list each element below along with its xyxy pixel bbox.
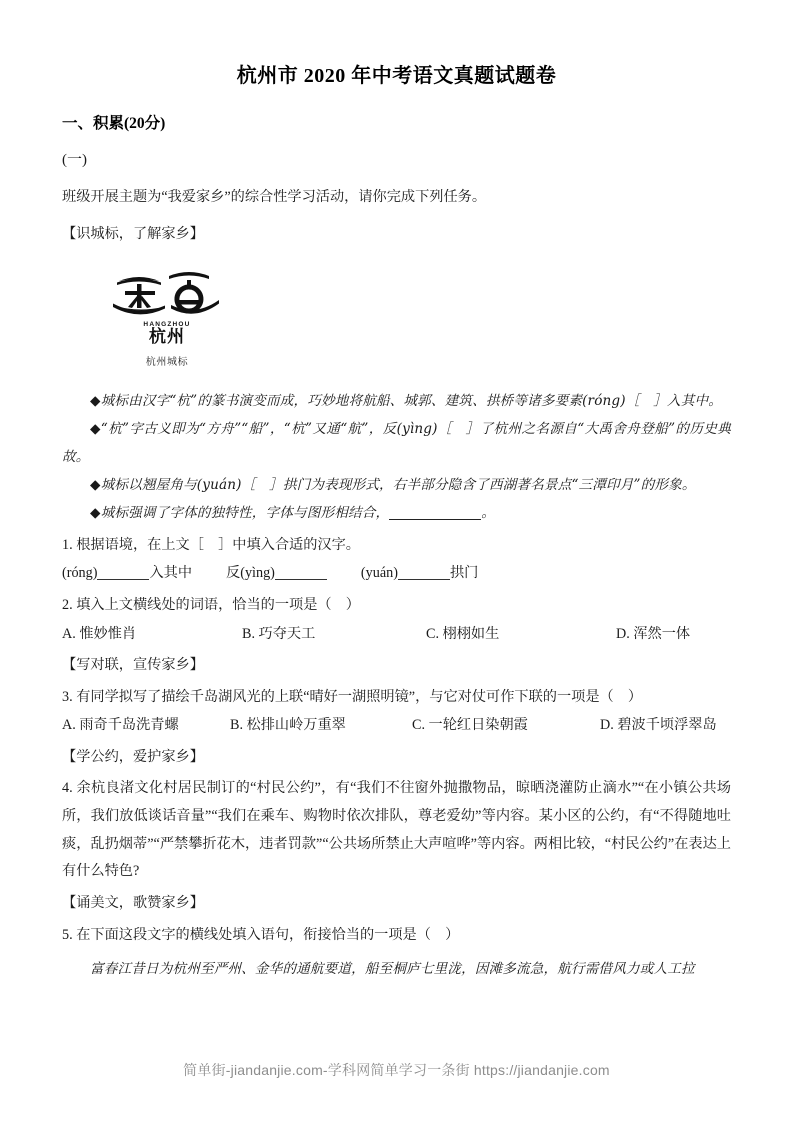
option-d[interactable]: D. 浑然一体 (616, 625, 691, 642)
logo-pinyin-text: HANGZHOU (143, 320, 191, 328)
logo-city-name: 杭州 (149, 326, 185, 346)
question-4: 4. 余杭良渚文化村居民制订的“村民公约”，有“我们不往窗外抛撒物品，晾晒浇灌防止滴水”“在小镇公共场所，我们放低谈话音量”“我们在乘车、购物时依次排队，尊老爱幼”等内容。某小区的公约，有“不得随地吐痰，乱扔烟蒂”“严禁攀折花木，违者罚款”“公共场所禁止大声喧哗”等内容。两相比较，“村民公约”在表达上有什么特色? (62, 780, 731, 880)
question-1-answer-row (62, 559, 731, 587)
option-a[interactable]: A. 惟妙惟肖 (62, 625, 137, 642)
option-b[interactable]: B. 松排山岭万重翠 (230, 717, 346, 734)
logo-description-bullets (62, 388, 731, 527)
document-content (62, 62, 731, 983)
answer-blank-1[interactable] (97, 579, 149, 580)
bullet-text-suffix: 。 (481, 504, 495, 521)
task-label-write-couplet: 【写对联，宣传家乡】 (62, 656, 204, 673)
task-label-learn-pact: 【学公约，爱护家乡】 (62, 748, 204, 765)
answer-blank-3[interactable] (398, 579, 450, 580)
option-c[interactable]: C. 栩栩如生 (426, 625, 500, 642)
option-c[interactable]: C. 一轮红日染朝霞 (412, 717, 528, 734)
option-a[interactable]: A. 雨奇千岛洗青螺 (62, 717, 179, 734)
question-3: 3. 有同学拟写了描绘千岛湖风光的上联“晴好一湖照明镜”，与它对仗可作下联的一项是（ ） (62, 688, 643, 705)
answer-blank-2[interactable] (275, 579, 327, 580)
bullet-item-with-blank (62, 500, 731, 528)
task-label-recite-essay: 【诵美文，歌赞家乡】 (62, 895, 204, 912)
hangzhou-seal-script-icon (113, 267, 221, 323)
task-label-identify-logo: 【识城标，了解家乡】 (62, 225, 204, 242)
pinyin-ying-label: 反(yìng) (226, 565, 275, 582)
logo-caption: 杭州城标 (145, 357, 189, 369)
bullet-item: ◆城标由汉字“杭”的篆书演变而成，巧妙地将航船、城郭、建筑、拱桥等诸多要素(róng)［ ］入其中。 (90, 393, 722, 410)
hangzhou-city-logo (92, 267, 242, 369)
question-5: 5. 在下面这段文字的横线处填入语句，衔接恰当的一项是（ ） (62, 926, 460, 943)
pinyin-rong-suffix: 入其中 (149, 565, 193, 582)
option-d[interactable]: D. 碧波千顷浮翠岛 (600, 717, 717, 734)
pinyin-rong-label: (róng) (62, 565, 98, 582)
bullet-item: ◆“杭”字古义即为“方舟”“船”，“杭”又通“航”，反(yìng)［ ］了杭州之名源自“大禹舍舟登船”的历史典故。 (62, 421, 731, 466)
option-b[interactable]: B. 巧夺天工 (242, 625, 316, 642)
fill-blank-underline[interactable] (389, 519, 481, 520)
pinyin-yuan-label: (yuán) (360, 565, 398, 582)
sub-heading: (一) (62, 152, 87, 169)
question-2-options (62, 620, 731, 648)
intro-paragraph: 班级开展主题为“我爱家乡”的综合性学习活动，请你完成下列任务。 (62, 188, 487, 205)
page-title: 杭州市 2020 年中考语文真题试题卷 (236, 65, 557, 87)
footer-watermark: 简单街-jiandanjie.com-学科网简单学习一条街 https://jiandanjie.com (183, 1062, 610, 1078)
bullet-item: ◆城标以翘屋角与(yuán)［ ］拱门为表现形式，右半部分隐含了西湖著名景点“三潭印月”的形象。 (90, 477, 696, 494)
question-5-passage: 富春江昔日为杭州至严州、金华的通航要道，船至桐庐七里泷，因滩多流急，航行需借风力或人工拉 (90, 960, 695, 977)
section-heading: 一、积累(20分) (62, 115, 166, 132)
question-1: 1. 根据语境，在上文［ ］中填入合适的汉字。 (62, 536, 360, 553)
question-2: 2. 填入上文横线处的词语，恰当的一项是（ ） (62, 596, 360, 613)
question-3-options (62, 711, 731, 739)
pinyin-yuan-suffix: 拱门 (449, 565, 479, 582)
bullet-text-prefix: ◆城标强调了字体的独特性，字体与图形相结合， (90, 504, 390, 521)
